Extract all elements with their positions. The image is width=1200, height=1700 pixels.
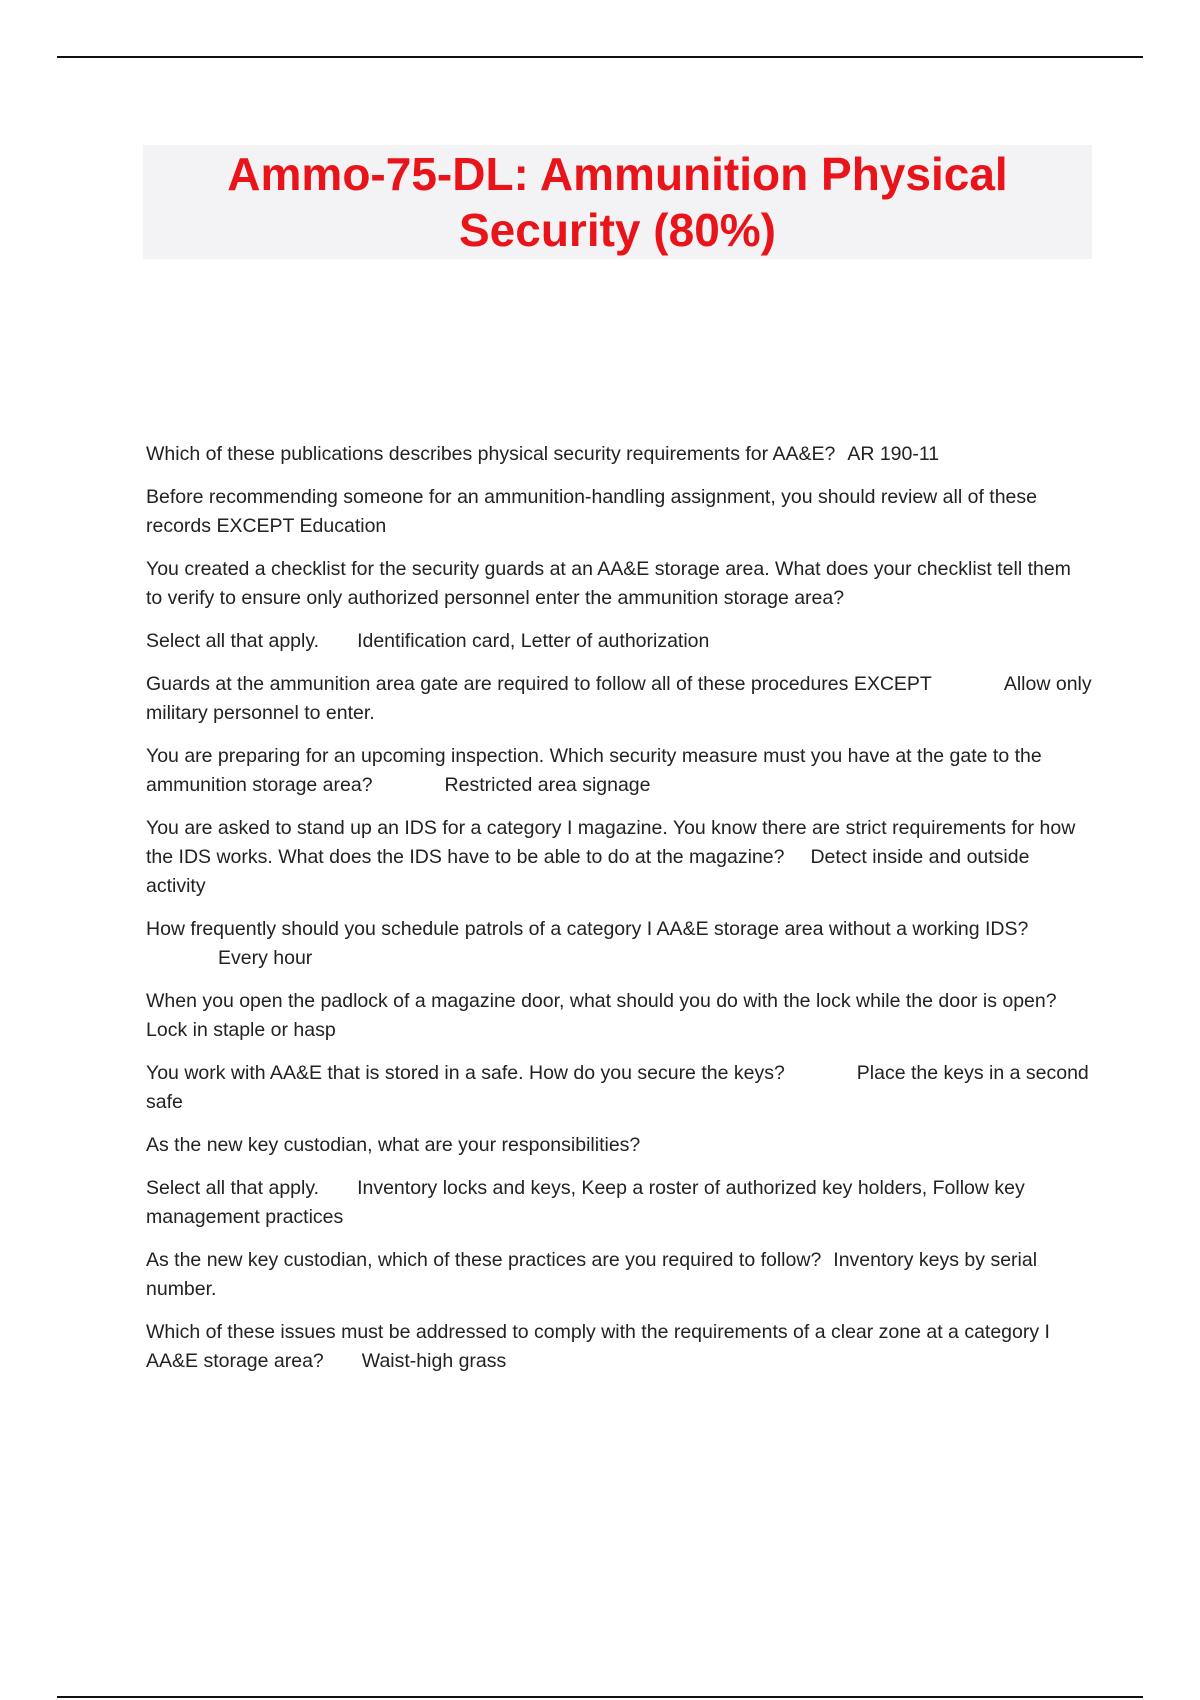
bottom-rule — [57, 1696, 1143, 1698]
qa-item-7 — [146, 814, 1092, 901]
top-rule — [57, 56, 1143, 58]
qa-item-8 — [146, 915, 1092, 973]
qa-item-2 — [146, 483, 1092, 541]
question-9: When you open the padlock of a magazine door, what should you do with the lock while the door is open? — [146, 990, 1057, 1012]
answer-7: Detect inside and outside activity — [146, 846, 1030, 897]
qa-list — [146, 440, 1092, 1390]
question-7: You are asked to stand up an IDS for a category I magazine. You know there are strict requirements for how the IDS works. What does the IDS have to be able to do at the magazine? — [146, 817, 1076, 868]
qa-item-14 — [146, 1318, 1092, 1376]
answer-1: AR 190-11 — [847, 443, 940, 465]
answer-10: Place the keys in a second safe — [146, 1062, 1089, 1113]
qa-item-6 — [146, 742, 1092, 800]
question-2: Before recommending someone for an ammunition-handling assignment, you should review all of these records EXCEPT — [146, 486, 1037, 537]
answer-5: Allow only military personnel to enter. — [146, 673, 1092, 724]
answer-8: Every hour — [218, 947, 313, 969]
document-title: Ammo-75-DL: Ammunition Physical Security (80%) — [227, 148, 1008, 256]
qa-item-9 — [146, 987, 1092, 1045]
title-banner — [143, 145, 1092, 259]
answer-14: Waist-high grass — [361, 1350, 507, 1372]
question-6: You are preparing for an upcoming inspection. Which security measure must you have at the gate to the ammunition storage area? — [146, 745, 1042, 796]
qa-item-10 — [146, 1059, 1092, 1117]
qa-item-13 — [146, 1246, 1092, 1304]
question-8: How frequently should you schedule patrols of a category I AA&E storage area without a working IDS? — [146, 918, 1029, 940]
question-11: As the new key custodian, what are your responsibilities? — [146, 1134, 641, 1156]
qa-item-11 — [146, 1131, 1092, 1160]
question-14: Which of these issues must be addressed to comply with the requirements of a clear zone at a category I AA&E storage area? — [146, 1321, 1050, 1372]
question-12: Select all that apply. — [146, 1177, 320, 1199]
qa-item-4 — [146, 627, 1092, 656]
answer-2: Education — [299, 515, 387, 537]
question-13: As the new key custodian, which of these practices are you required to follow? — [146, 1249, 822, 1271]
qa-item-5 — [146, 670, 1092, 728]
qa-item-1 — [146, 440, 1092, 469]
qa-item-3 — [146, 555, 1092, 613]
answer-9: Lock in staple or hasp — [146, 1019, 336, 1041]
qa-item-12 — [146, 1174, 1092, 1232]
question-4: Select all that apply. — [146, 630, 320, 652]
answer-4: Identification card, Letter of authorization — [357, 630, 710, 652]
answer-6: Restricted area signage — [444, 774, 651, 796]
question-5: Guards at the ammunition area gate are required to follow all of these procedures EXCEPT — [146, 673, 932, 695]
question-1: Which of these publications describes physical security requirements for AA&E? — [146, 443, 836, 465]
answer-12: Inventory locks and keys, Keep a roster of authorized key holders, Follow key management practices — [146, 1177, 1025, 1228]
answer-13: Inventory keys by serial number. — [146, 1249, 1038, 1300]
question-3: You created a checklist for the security guards at an AA&E storage area. What does your checklist tell them to verify to ensure only authorized personnel enter the ammunition storage area? — [146, 558, 1071, 609]
question-10: You work with AA&E that is stored in a safe. How do you secure the keys? — [146, 1062, 785, 1084]
